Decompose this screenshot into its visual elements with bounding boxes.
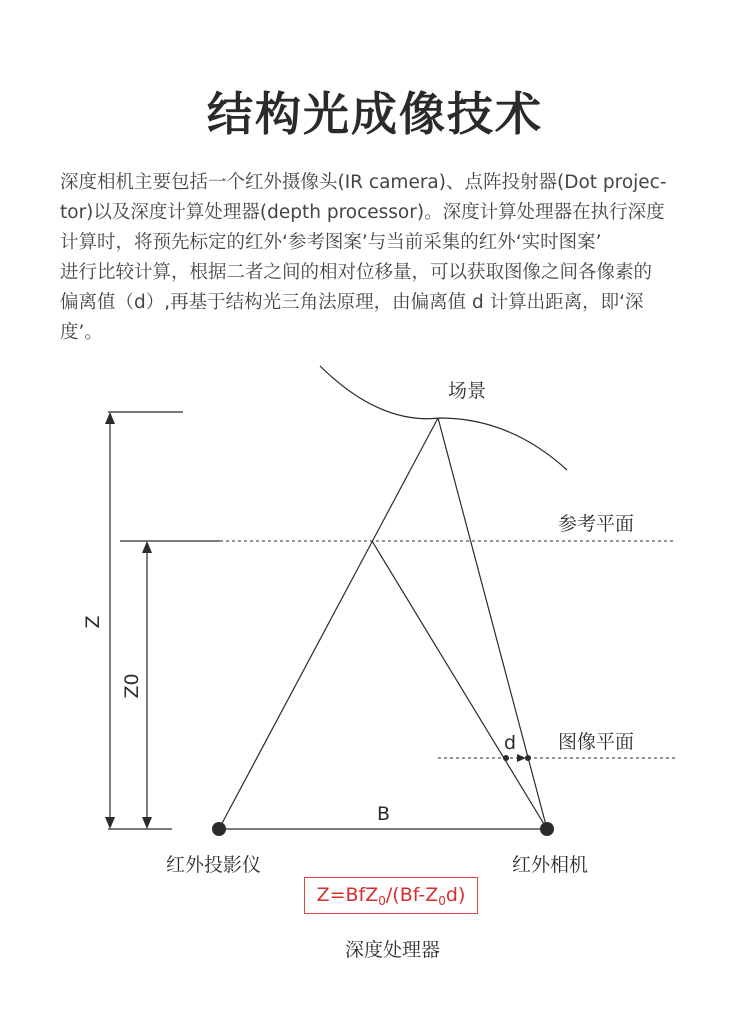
- image-plane-label: 图像平面: [558, 731, 635, 753]
- z0-arrow-up: [142, 541, 152, 553]
- description-line: tor)以及深度计算处理器(depth processor)。深度计算处理器在执行深度: [60, 202, 665, 223]
- description-line: 进行比较计算，根据二者之间的相对位移量，可以获取图像之间各像素的: [60, 262, 653, 283]
- image-point-reference: [503, 755, 509, 761]
- projector-label: 红外投影仪: [166, 854, 262, 876]
- page-title: 结构光成像技术: [207, 87, 543, 141]
- ray-scene-camera: [438, 418, 547, 829]
- reference-plane-label: 参考平面: [558, 513, 635, 535]
- scene-label: 场景: [448, 380, 487, 402]
- z-arrow-up: [105, 412, 115, 424]
- d-label: d: [504, 732, 517, 754]
- formula-prefix: Z=BfZ: [316, 884, 379, 906]
- formula-subscript: 0: [438, 894, 446, 908]
- description-line: 计算时，将预先标定的红外‘参考图案’与当前采集的红外‘实时图案’: [60, 232, 602, 253]
- baseline-label: B: [377, 803, 391, 825]
- d-arrow: [517, 754, 526, 762]
- formula-middle: /(Bf-Z: [385, 884, 439, 906]
- camera-dot: [540, 822, 554, 836]
- ray-reference-camera: [372, 541, 547, 829]
- formula-box: [304, 877, 478, 914]
- camera-label: 红外相机: [512, 854, 589, 876]
- description-line: 深度相机主要包括一个红外摄像头(IR camera)、点阵投射器(Dot projec-: [60, 172, 667, 193]
- formula-suffix: d): [445, 884, 466, 906]
- z0-arrow-down: [142, 817, 152, 829]
- processor-label: 深度处理器: [344, 939, 440, 961]
- z-label: Z: [82, 615, 104, 629]
- description-line: 偏离值（d）,再基于结构光三角法原理，由偏离值 d 计算出距离，即‘深: [60, 292, 644, 313]
- projector-dot: [212, 822, 226, 836]
- scene-curve: [320, 366, 567, 470]
- description-line: 度’。: [60, 322, 103, 343]
- ray-scene-projector: [219, 418, 438, 829]
- z0-label: Z0: [121, 673, 143, 699]
- z-arrow-down: [105, 817, 115, 829]
- formula-subscript: 0: [378, 894, 386, 908]
